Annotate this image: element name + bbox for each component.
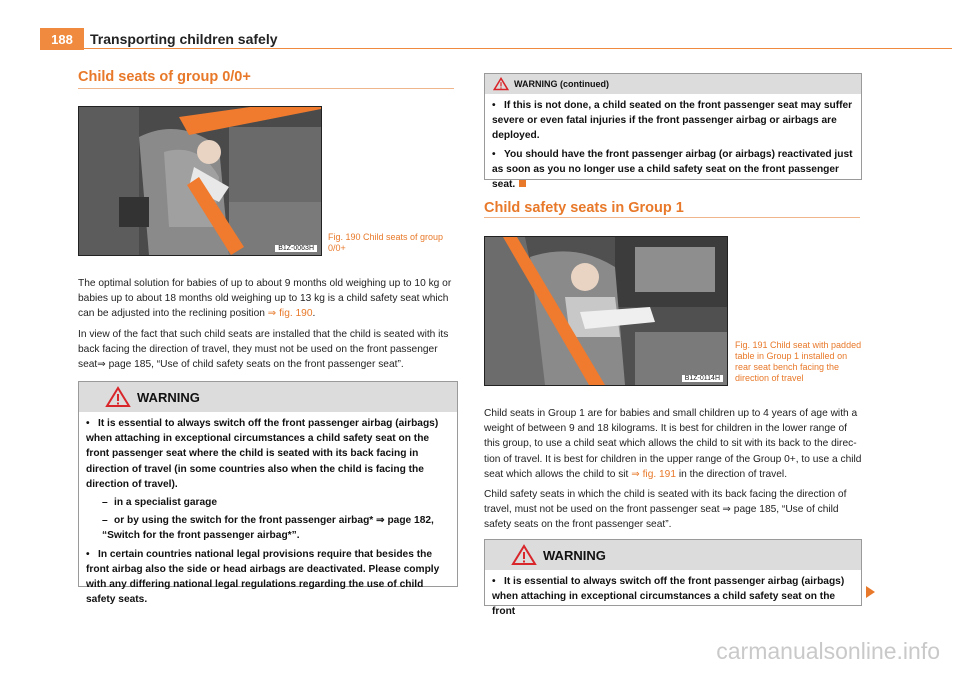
paragraph-front-seat: Child safety seats in which the child is seated with its back facing the direction of travel, must not be used on the front passenger seat ⇒ page 185, “Use of child safety seats on the front passenger seat”. bbox=[484, 489, 847, 531]
section-rule bbox=[484, 217, 860, 218]
warning-item: It is essential to always switch off the front passenger airbag (airbags) when attaching in exceptional circumstances a child safety seat on the front bbox=[492, 576, 845, 618]
warning-triangle-icon bbox=[105, 386, 131, 408]
warning-title: WARNING bbox=[543, 547, 606, 563]
warning-content: • It is essential to always switch off the front passenger airbag (airbags) when attaching in exceptional circumstances a child safety seat on the front bbox=[492, 576, 845, 618]
warning-header bbox=[79, 382, 457, 412]
image-code: B1Z-0114H bbox=[682, 375, 723, 382]
running-title: Transporting children safely bbox=[90, 31, 278, 47]
figure-191-caption: Fig. 191 Child seat with padded table in Group 1 installed on rear seat bench facing the direction of travel bbox=[735, 340, 862, 383]
section-title-group-0: Child seats of group 0/0+ bbox=[78, 69, 251, 85]
warning-subitem: or by using the switch for the front passenger airbag* ⇒ page 182, “Switch for the front passenger airbag*”. bbox=[102, 515, 434, 542]
warning-box-left bbox=[78, 381, 458, 606]
warning-triangle-icon bbox=[511, 544, 537, 566]
section-rule bbox=[78, 88, 454, 89]
paragraph-group-1: Child seats in Group 1 are for babies and small children up to 4 years of age with a weight of between 9 and 18 kilograms. It is best for children in the lower range of this group, to use a child seat which allows the child to sit with its back to the direc-tion of travel. It is best for children in the upper range of the Group 0+, to use a child seat which allows the child to sit ⇒ fig. 191 in the direction of travel. bbox=[484, 408, 862, 480]
warning-item: It is essential to always switch off the front passenger airbag (airbags) when attaching in exceptional circumstances a child safety seat on the front passenger seat where the child is seated with its back facing in direction of travel (in some countries also when the child is facing the direction of travel). bbox=[86, 418, 439, 490]
header-rule bbox=[84, 48, 952, 49]
warning-title: WARNING bbox=[137, 389, 200, 405]
section-title-group-1: Child safety seats in Group 1 bbox=[484, 200, 684, 216]
fig-191-link[interactable]: ⇒ fig. 191 bbox=[631, 468, 677, 480]
warning-subitem: in a specialist garage bbox=[114, 497, 218, 509]
warning-header bbox=[485, 74, 861, 94]
figure-190-photo bbox=[78, 106, 322, 256]
warning-title: WARNING (continued) bbox=[514, 79, 609, 89]
warning-box-continued bbox=[484, 73, 862, 191]
warning-box-right bbox=[484, 539, 862, 618]
warning-content: • It is essential to always switch off the front passenger airbag (airbags) when attaching in exceptional circumstances a child safety seat on the front passenger seat where the child is seated with its back facing in direction of travel (in some countries also when the child is facing the direction of travel). – in a specialist garage – or by using the switch for the front passenger airbag* ⇒ page 182, “Switch for the front passenger airbag*”. • In certain countries national legal provisions require that besides the front airbag also the side or head airbags are deactivated. Please comply with any differing national legal regulations regarding the use of child safety seats. bbox=[86, 418, 440, 606]
paragraph-front-seat: In view of the fact that such child seats are installed that the child is seated with its back facing the direction of travel, they must not be used on the front passenger seat⇒ page 185, “Use of child safety seats on the front passenger seat”. bbox=[78, 328, 449, 371]
continue-arrow-icon[interactable] bbox=[866, 586, 875, 598]
figure-190-caption: Fig. 190 Child seats of group 0/0+ bbox=[328, 232, 444, 253]
warning-item: If this is not done, a child seated on the front passenger seat may suffer severe or even fatal injuries if the front passenger airbag or airbags are deployed. bbox=[492, 100, 853, 142]
page-number: 188 bbox=[40, 28, 84, 50]
watermark: carmanualsonline.info bbox=[716, 638, 940, 664]
warning-item: In certain countries national legal provisions require that besides the front airbag also the side or head airbags are deactivated. Please comply with any differing national legal regulations regarding the use of child safety seats. bbox=[86, 548, 440, 606]
left-body-text bbox=[78, 276, 456, 377]
right-body-text bbox=[484, 406, 862, 538]
end-marker bbox=[519, 180, 526, 187]
image-code: B1Z-0063H bbox=[275, 245, 317, 252]
paragraph-intro: The optimal solution for babies of up to about 9 months old weighing up to 10 kg or babies up to about 18 months old weighing up to 13 kg is a child safety seat which can be adjusted into the reclining position ⇒ fig. 190. bbox=[78, 278, 452, 320]
warning-header bbox=[485, 540, 861, 570]
warning-item: You should have the front passenger airbag (or airbags) reactivated just as soon as you no longer use a child safety seat on the front passenger seat. bbox=[492, 148, 853, 191]
fig-190-link[interactable]: ⇒ fig. 190 bbox=[267, 308, 313, 320]
warning-content: • If this is not done, a child seated on the front passenger seat may suffer severe or even fatal injuries if the front passenger airbag or airbags are deployed. • You should have the front passenger airbag (or airbags) reactivated just as soon as you no longer use a child safety seat on the front passenger seat. bbox=[492, 100, 853, 191]
figure-191-photo bbox=[484, 236, 728, 386]
warning-triangle-icon bbox=[493, 77, 509, 91]
